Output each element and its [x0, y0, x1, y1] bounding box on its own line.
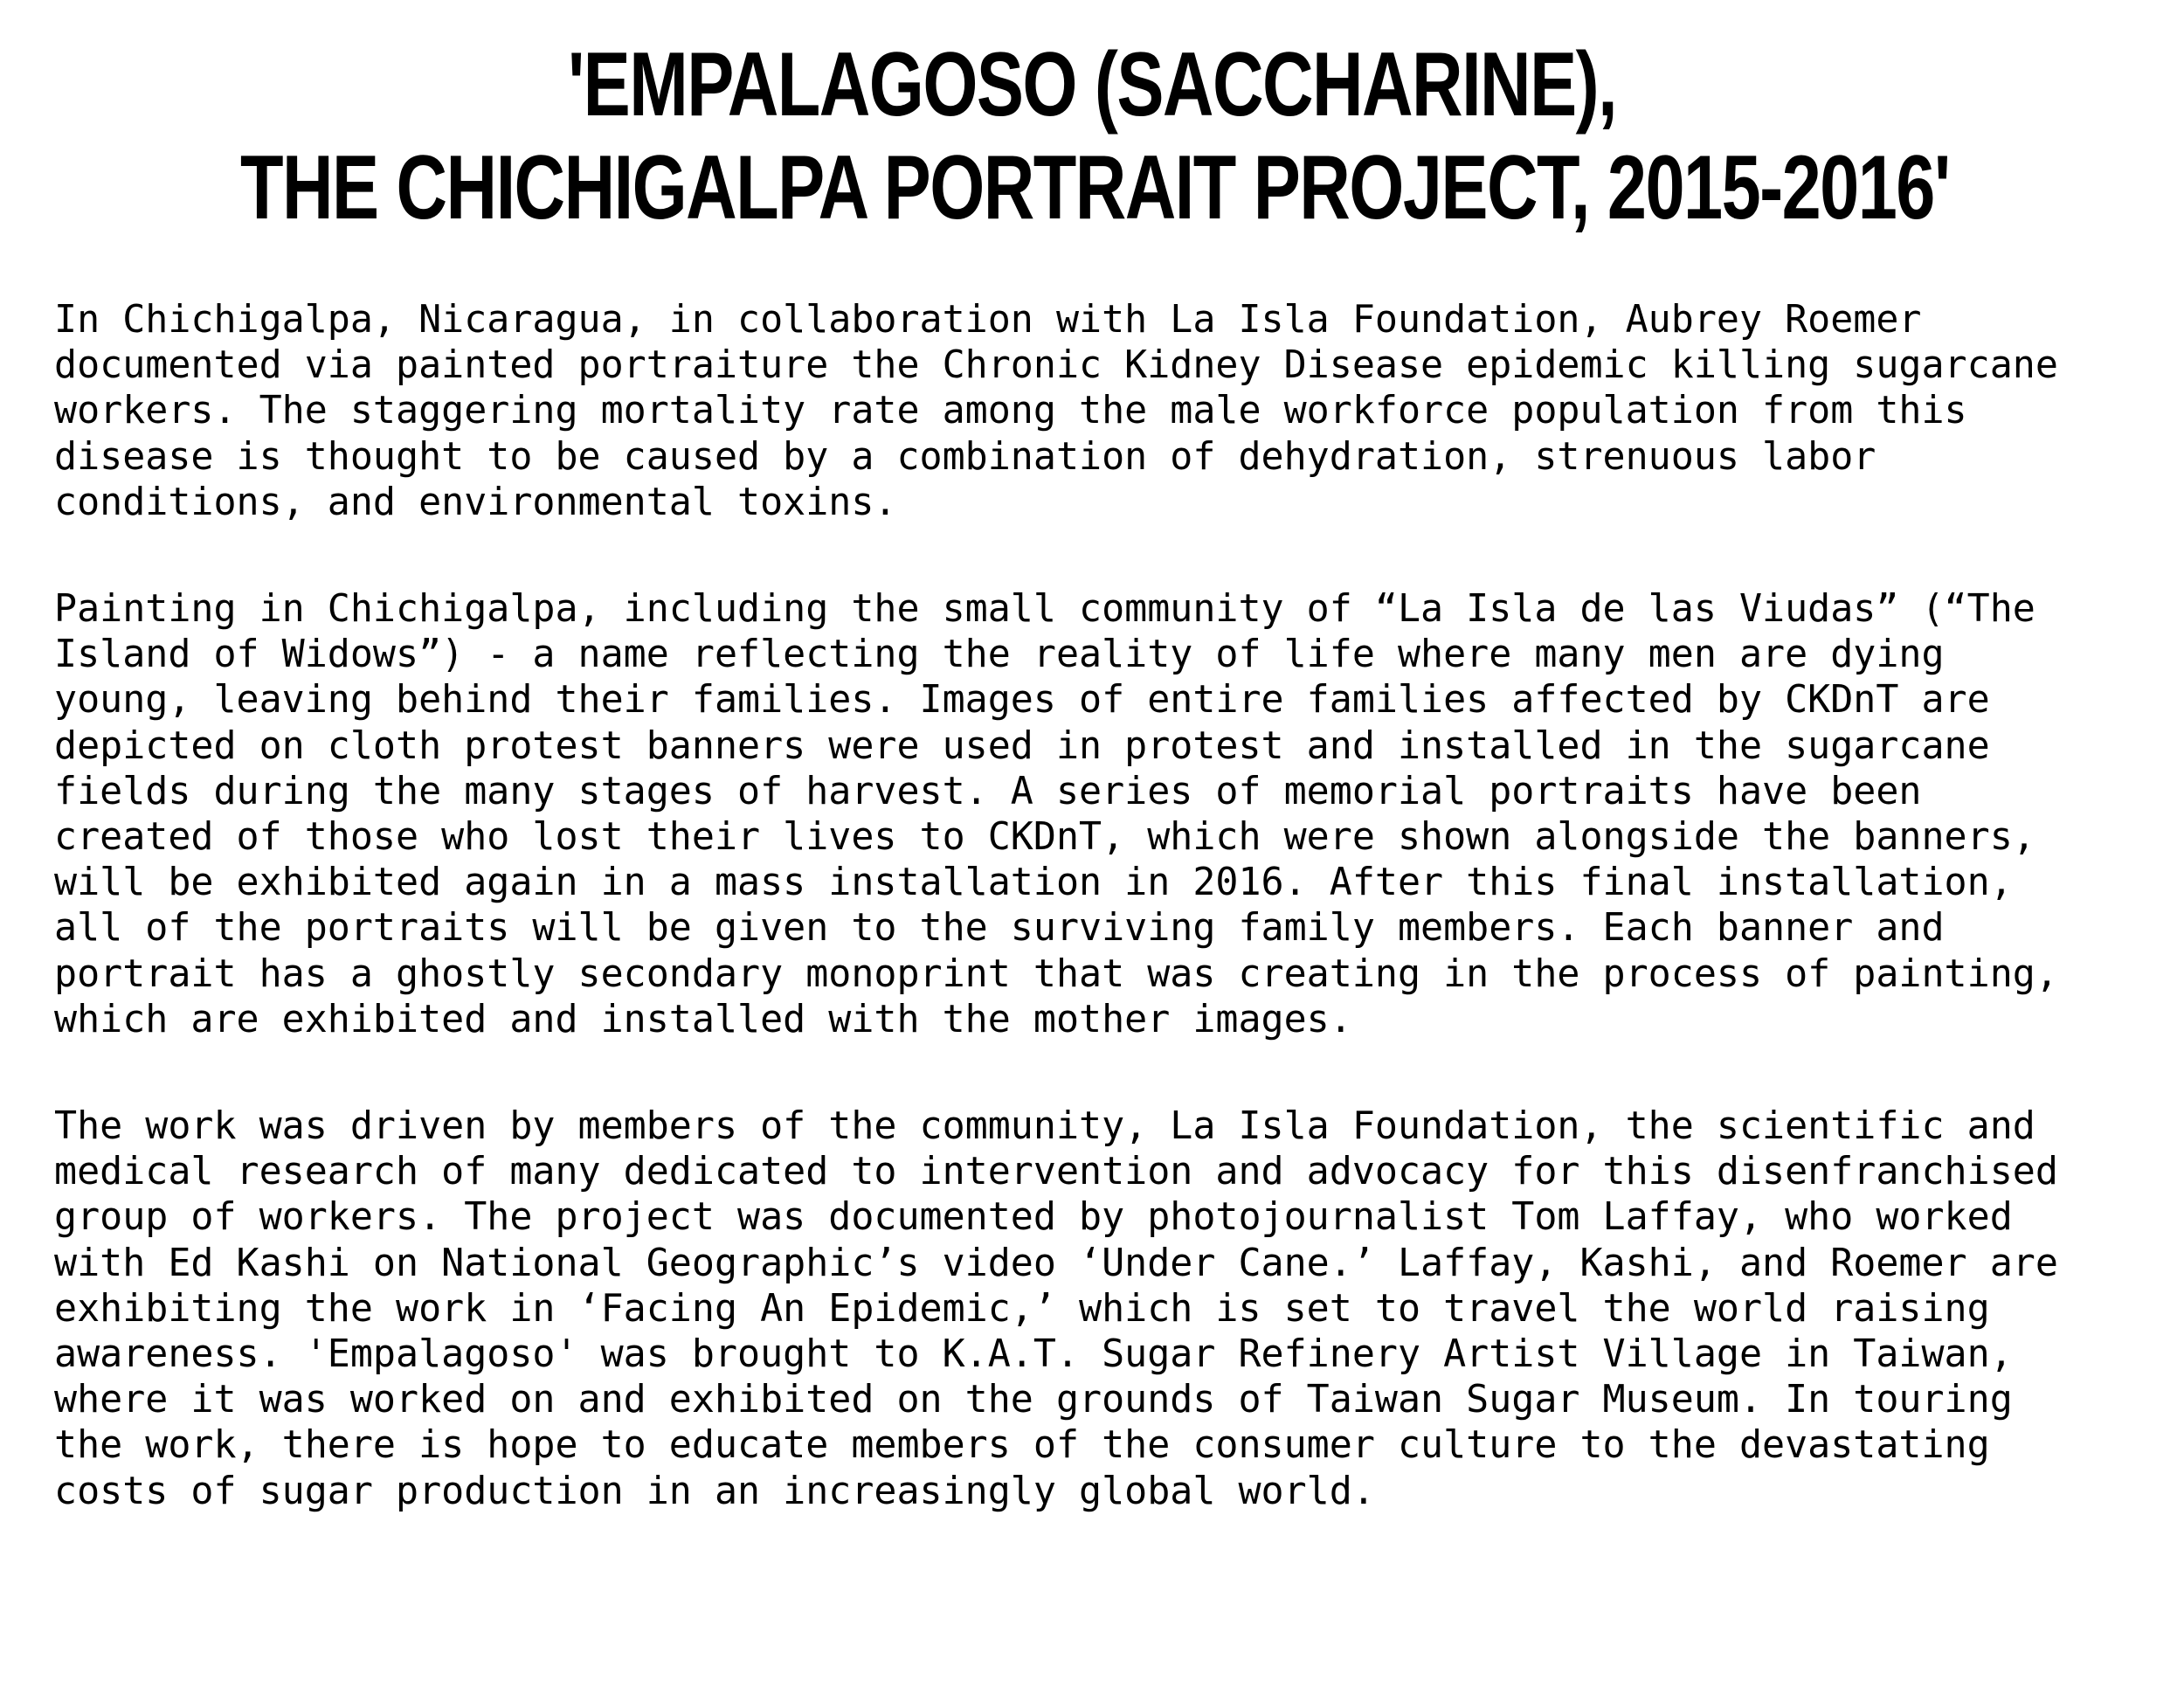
page-title — [240, 33, 1950, 239]
title-line-2: THE CHICHIGALPA PORTRAIT PROJECT, 2015-2016' — [240, 137, 1950, 239]
paragraph-intro: In Chichigalpa, Nicaragua, in collaboration with La Isla Foundation, Aubrey Roemer documented via painted portraiture the Chronic Kidney Disease epidemic killing sugarcane workers. The staggering mortality rate among the male workforce population from this disease is thought to be caused by a combination of dehydration, strenuous labor conditions, and environmental toxins. — [54, 298, 2058, 524]
paragraph-community: The work was driven by members of the community, La Isla Foundation, the scientific and medical research of many dedicated to intervention and advocacy for this disenfranchised group of workers. The project was documented by photojournalist Tom Laffay, who worked with Ed Kashi on National Geographic’s video ‘Under Cane.’ Laffay, Kashi, and Roemer are exhibiting the work in ‘Facing An Epidemic,’ which is set to travel the world raising awareness. 'Empalagoso' was brought to K.A.T. Sugar Refinery Artist Village in Taiwan, where it was worked on and exhibited on the grounds of Taiwan Sugar Museum. In touring the work, there is hope to educate members of the consumer culture to the devastating costs of sugar production in an increasingly global world. — [54, 1104, 2058, 1513]
paragraph-painting: Painting in Chichigalpa, including the small community of “La Isla de las Viudas” (“The Island of Widows”) - a name reflecting the reality of life where many men are dying young, leaving behind their families. Images of entire families affected by CKDnT are depicted on cloth protest banners were used in protest and installed in the sugarcane fields during the many stages of harvest. A series of memorial portraits have been created of those who lost their lives to CKDnT, which were shown alongside the banners, will be exhibited again in a mass installation in 2016. After this final installation, all of the portraits will be given to the surviving family members. Each banner and portrait has a ghostly secondary monoprint that was creating in the process of painting, which are exhibited and installed with the mother images. — [54, 587, 2058, 1041]
title-line-1: 'EMPALAGOSO (SACCHARINE), — [567, 34, 1617, 135]
body-text — [54, 297, 2168, 1575]
